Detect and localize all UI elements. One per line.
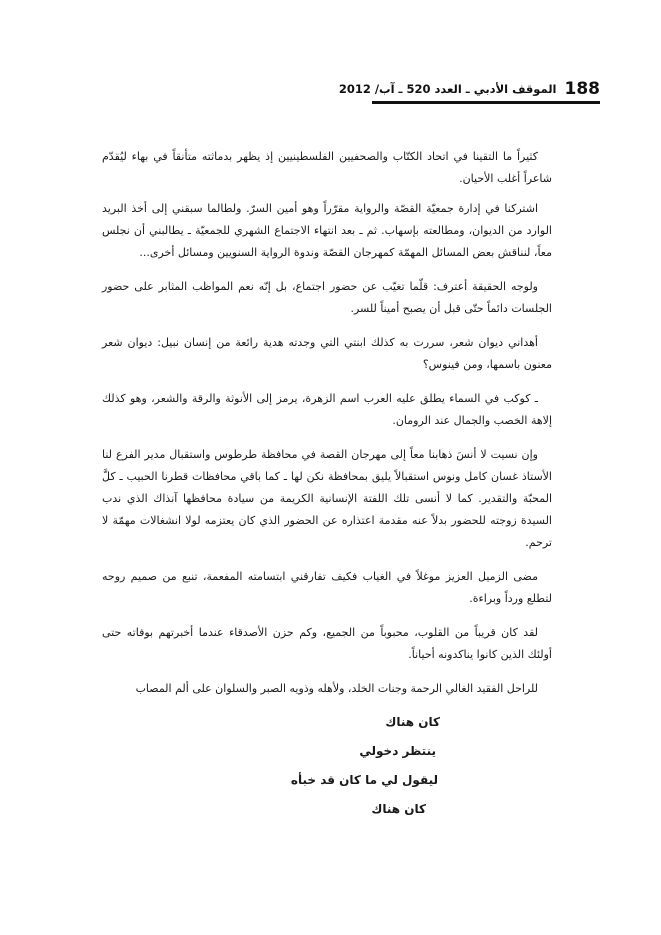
poem bbox=[102, 708, 552, 824]
header-rule bbox=[372, 101, 600, 104]
paragraph: للراحل الفقيد الغالي الرحمة وجنات الخلد، ولأهله وذويه الصبر والسلوان على ألم المصاب bbox=[135, 682, 538, 695]
page-header bbox=[338, 78, 600, 100]
paragraph: ـ كوكب في السماء يطلق عليه العرب اسم الزهرة، يرمز إلى الأنوثة والرقة والشعر، وهو كذلك إلاهة الخصب والجمال عند الرومان. bbox=[102, 392, 552, 427]
article-body bbox=[102, 146, 552, 824]
poem-line: كان هناك bbox=[371, 802, 426, 816]
paragraph: ولوجه الحقيقة أعترف: قلّما تغيّب عن حضور اجتماع، بل إنّه نعم المواظب المثابر على حضور الجلسات دائماً حتّى قبل أن يصبح أميناً للسر. bbox=[102, 280, 552, 315]
paragraph: كثيراً ما التقينا في اتحاد الكتّاب والصحفيين الفلسطينيين إذ يظهر بدماثته متأنقاً في بهاء ليُقدّم شاعراً أغلب الأحيان. bbox=[102, 150, 552, 185]
paragraph: وإن نسيت لا أنسَ ذهابنا معاً إلى مهرجان القصة في محافظة طرطوس واستقبال مدير الفرع لنا الأستاذ غسان كامل ونوس استقبالاً يليق بمحافظة نكن لها ـ كما باقي محافظات قطرنا الحبيب ـ كلَّ المحبّة والتقدير. كما لا أنسى تلك اللفتة الإنسانية الكريمة من سيادة محافظها آنذاك الذي ندب السيدة زوجته للحضور بدلاً عنه مقدمة اعتذاره عن الحضور الذي كان يعتزمه لولا انشغالات مهمّة لا ترحم. bbox=[102, 448, 552, 549]
issue-info: الموقف الأدبي ـ العدد 520 ـ آب/ 2012 bbox=[338, 82, 557, 96]
poem-line: ليقول لي ما كان قد خبأه bbox=[290, 773, 438, 787]
poem-line: كان هناك bbox=[385, 715, 440, 729]
paragraph: اشتركنا في إدارة جمعيّة القصّة والرواية مقرّراً وهو أمين السرّ. ولطالما سبقني إلى أخذ البريد الوارد من الديوان، ومطالعته بإسهاب. ثم ـ بعد انتهاء الاجتماع الشهري للجمعيّة ـ يطالبني أن نجلس معاً، لنناقش بعض المسائل المهمّة كمهرجان القصّة وندوة الرواية السنويين ومسائل أخرى... bbox=[102, 202, 552, 259]
poem-line: ينتظر دخولي bbox=[359, 744, 436, 758]
paragraph: مضى الزميل العزيز موغلاً في الغياب فكيف تفارقني ابتسامته المفعمة، تنبع من صميم روحه لتطلع ورداً وبراءة. bbox=[102, 570, 552, 605]
page-number: 188 bbox=[564, 79, 600, 99]
paragraph: أهداني ديوان شعر، سررت به كذلك ابنتي التي وجدته هدية رائعة من إنسان نبيل: ديوان شعر معنون باسمها، ومن فينوس؟ bbox=[102, 336, 552, 371]
paragraph: لقد كان قريباً من القلوب، محبوباً من الجميع، وكم حزن الأصدقاء عندما أخبرتهم بوفاته حتى أولئك الذين كانوا يناكدونه أحياناً. bbox=[102, 626, 552, 661]
